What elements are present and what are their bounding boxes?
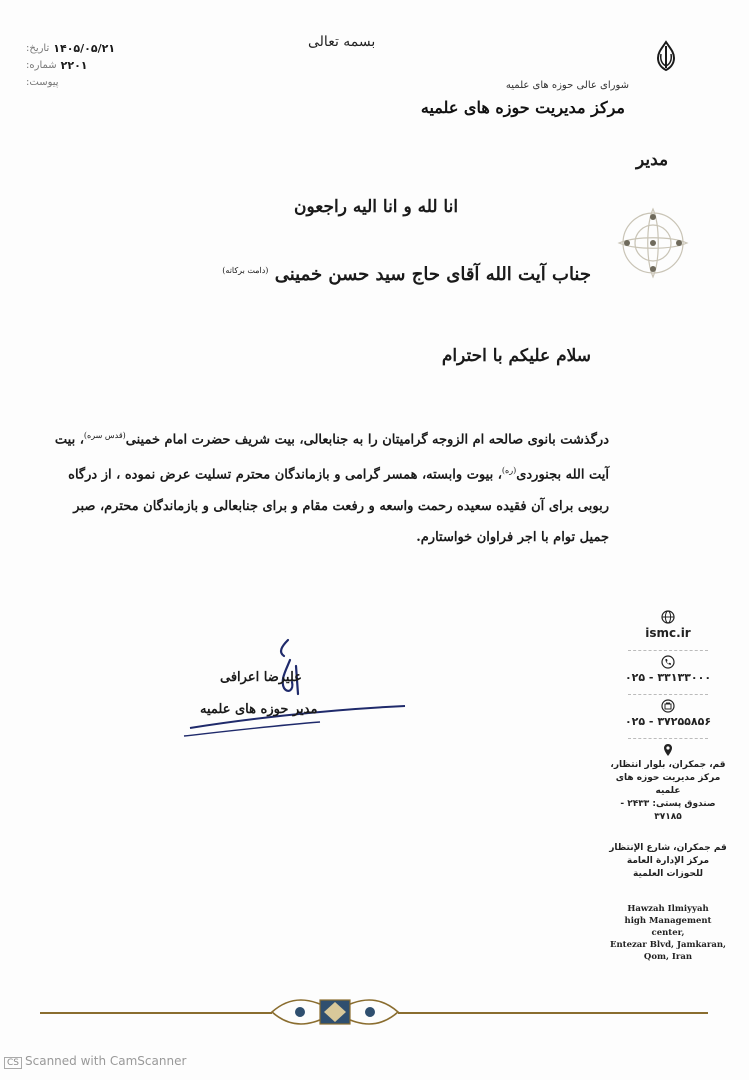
paragraph-part-1: درگذشت بانوی صالحه ام الزوجه گرامیتان را به جنابعالی، بیت شریف حضرت امام خمینی: [125, 432, 609, 448]
letter-meta: [26, 40, 146, 91]
council-text: شورای عالی حوزه های علمیه: [505, 80, 629, 91]
address-ar-line-2: مركز الإدارة العامة: [626, 856, 710, 866]
address-fa-line-1: قم، جمکران، بلوار انتظار،: [610, 760, 726, 770]
number-value: ۲۲۰۱: [60, 59, 88, 72]
phone-icon: [661, 655, 675, 669]
opening-verse: انا لله و انا الیه راجعون: [294, 197, 459, 217]
signatory-name: علیرضا اعرافی: [220, 670, 302, 685]
paragraph-text: [49, 420, 609, 553]
fax-number: ۰۲۵ - ۳۷۲۵۵۸۵۶: [624, 715, 712, 728]
paragraph-part-3: ، بیوت وابسته، همسر گرامی و بازماندگان محترم تسلیت عرض نموده ، از درگاه ربوبی برای آن فقیده سعیده رحمت واسعه و رفعت مقام و برای جنابعالی و بازماندگان محترم، صبر جمیل توام با اجر فراوان خواستارم.: [68, 467, 609, 545]
addressee: [222, 264, 591, 285]
phone-item: [608, 655, 728, 684]
watermark-text: Scanned with CamScanner: [25, 1054, 187, 1068]
address-en-line-2: high Management center,: [624, 916, 712, 938]
address-en-line-4: Qom, Iran: [643, 952, 693, 962]
arabesque-ornament-icon: [270, 992, 400, 1032]
contact-column: [608, 610, 728, 963]
address-fa-line-2: مرکز مدیریت حوزه های علمیه: [615, 773, 721, 796]
website-link[interactable]: ismc.ir: [645, 626, 691, 640]
paragraph-honorific-2: (ره): [501, 466, 517, 476]
phone-number: ۰۲۵ - ۳۳۱۳۳۰۰۰: [624, 671, 712, 684]
date-row: [26, 40, 146, 57]
greeting: سلام علیکم با احترام: [441, 346, 591, 366]
attachment-label: پیوست:: [26, 77, 59, 88]
divider: [628, 738, 708, 739]
address-en-line-3: Entezar Blvd, Jamkaran,: [609, 940, 727, 950]
globe-icon: [661, 610, 675, 624]
number-label: شماره:: [26, 60, 57, 71]
divider: [628, 694, 708, 695]
floral-ornament-icon: [610, 195, 696, 291]
address-ar-line-1: قم جمكران، شارع الإنتظار: [609, 843, 727, 853]
date-label: تاریخ:: [26, 43, 50, 54]
center-name: مرکز مدیریت حوزه های علمیه: [420, 98, 625, 117]
modir-label: مدیر: [636, 150, 669, 170]
iran-emblem-icon: [648, 38, 684, 74]
number-row: [26, 57, 146, 74]
letter-paragraph: [49, 420, 609, 577]
divider: [628, 650, 708, 651]
paragraph-part-2: ، بیت آیت الله بجنوردی: [54, 432, 609, 483]
addressee-honorific: (دامت برکاته): [222, 266, 269, 275]
footer-rule-left: [40, 1012, 272, 1014]
scanner-watermark: [4, 1054, 186, 1069]
addressee-name: جناب آیت الله آقای حاج سید حسن خمینی: [274, 264, 591, 285]
camscanner-badge: CS: [4, 1057, 22, 1069]
date-value: ۱۴۰۵/۰۵/۲۱: [53, 42, 116, 55]
signatory-title: مدیر حوزه های علمیه: [200, 702, 318, 717]
address-ar: [608, 842, 728, 881]
address-fa-line-3: صندوق پستی: ۲۴۳۳ - ۳۷۱۸۵: [620, 799, 716, 822]
location-pin-icon: [661, 743, 675, 757]
address-en: [608, 903, 728, 963]
footer-rule-right: [398, 1012, 708, 1014]
fax-icon: [661, 699, 675, 713]
fax-item: [608, 699, 728, 728]
paragraph-honorific-1: (قدس سره): [83, 431, 126, 440]
address-en-line-1: Hawzah Ilmiyyah: [627, 904, 709, 914]
website-item: [608, 610, 728, 640]
address-ar-line-3: للحوزات العلمية: [632, 869, 703, 879]
address-fa: [608, 743, 728, 824]
attachment-row: [26, 74, 146, 91]
basmala: بسمه تعالی: [308, 34, 376, 50]
